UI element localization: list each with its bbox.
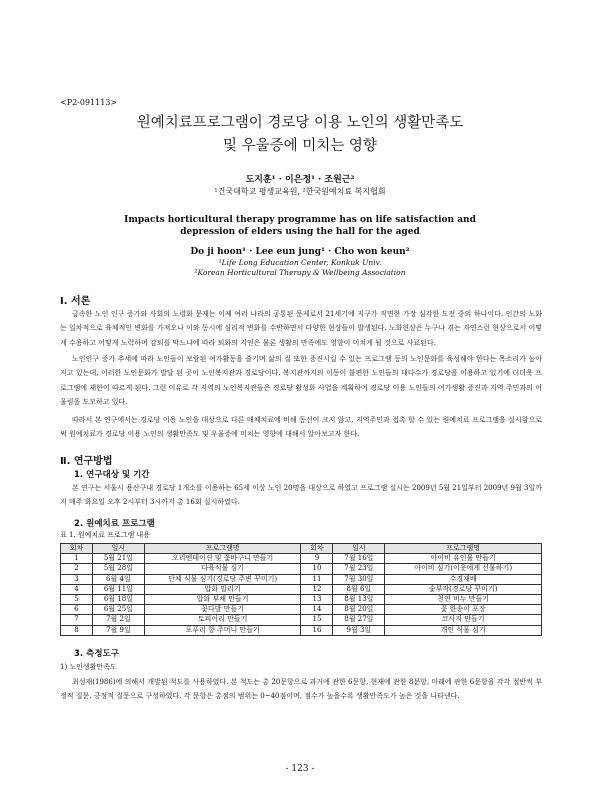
english-affiliation-1: ¹Life Long Education Center, Konkuk Univ. bbox=[218, 258, 382, 267]
table-row bbox=[61, 615, 542, 625]
table-cell: 단체 식물 심기(경로당 주변 꾸미기) bbox=[144, 574, 301, 584]
table-cell: 6월 4일 bbox=[92, 574, 144, 584]
subsection-1-heading: 1. 연구대상 및 기간 bbox=[74, 470, 150, 480]
table-cell: 오리엔테이션 및 꽃바구니 만들기 bbox=[144, 554, 301, 564]
table-cell: 7 bbox=[61, 615, 93, 625]
table-cell: 코사지 만들기 bbox=[385, 615, 542, 625]
table-cell: 꽃 한송이 포장 bbox=[385, 605, 542, 615]
table-cell: 압화 말리기 bbox=[144, 584, 301, 594]
table-cell: 5월 28일 bbox=[92, 564, 144, 574]
table-header-row bbox=[61, 544, 542, 554]
header-date-2: 일시 bbox=[333, 544, 385, 554]
table-cell: 아이비 유인물 만들기 bbox=[385, 554, 542, 564]
table-cell: 3 bbox=[61, 574, 93, 584]
table-row bbox=[61, 584, 542, 594]
table-cell: 아이비 심기(이웃에게 선물하기) bbox=[385, 564, 542, 574]
header-program-2: 프로그램명 bbox=[385, 544, 542, 554]
korean-title-line-1: 원예치료프로그램이 경로당 이용 노인의 생활만족도 bbox=[136, 115, 464, 131]
table-cell: 6 bbox=[61, 605, 93, 615]
subsection-3-text: 최성재(1986)에 의해서 개발된 척도를 사용하였다. 본 척도는 총 20문항으로 과거에 관한 6문항, 현재에 관한 8문항, 미래에 관한 6문항을 각각 절반씩 부정적 질문, 긍정적 질문으로 구성하였다. 각 문항은 총점의 범위는 0~40점이며, 점수가 높을수록 생활만족도가 높은 것을 나타낸다. bbox=[60, 678, 542, 701]
table-cell: 12 bbox=[301, 584, 333, 594]
table-cell: 5 bbox=[61, 594, 93, 604]
table-cell: 11 bbox=[301, 574, 333, 584]
table-cell: 7월 23일 bbox=[333, 564, 385, 574]
section-2-heading: Ⅱ. 연구방법 bbox=[60, 456, 113, 467]
table-cell: 5월 21일 bbox=[92, 554, 144, 564]
table-cell: 8월 20일 bbox=[333, 605, 385, 615]
header-session-1: 회차 bbox=[61, 544, 93, 554]
table-cell: 꽃다발 만들기 bbox=[144, 605, 301, 615]
english-affiliations bbox=[0, 258, 600, 278]
paper-code: <P2-091113> bbox=[60, 98, 118, 107]
table-row bbox=[61, 594, 542, 604]
section-1-heading: Ⅰ. 서론 bbox=[60, 296, 91, 307]
table-cell: 14 bbox=[301, 605, 333, 615]
korean-title-line-2: 및 우울증에 미치는 영향 bbox=[223, 138, 377, 154]
table-cell: 7월 30일 bbox=[333, 574, 385, 584]
table-caption: 표 1. 원예치료 프로그램 내용 bbox=[60, 531, 150, 539]
table-cell: 6월 11일 bbox=[92, 584, 144, 594]
table-cell: 7월 2일 bbox=[92, 615, 144, 625]
english-affiliation-2: ²Korean Horticultural Therapy & Wellbeing Association bbox=[194, 268, 406, 277]
table-cell: 4 bbox=[61, 584, 93, 594]
table-row bbox=[61, 574, 542, 584]
header-program-1: 프로그램명 bbox=[144, 544, 301, 554]
subsection-3-heading: 3. 측정도구 bbox=[74, 649, 119, 659]
table-cell: 8월 6일 bbox=[333, 584, 385, 594]
table-cell: 13 bbox=[301, 594, 333, 604]
intro-paragraph-3: 따라서 본 연구에서는 경로당 이용 노인을 대상으로 다른 매체치료에 비해 동선이 크지 않고, 지역주민과 접촉 할 수 있는 원예치료 프로그램을 실시함으로써 원예치료가 경로당 이용 노인의 생활만족도 및 우울증에 미치는 영향에 대해서 알아보고자 한다. bbox=[60, 416, 542, 439]
table-cell: 15 bbox=[301, 615, 333, 625]
table-cell: 토피어리 만들기 bbox=[144, 615, 301, 625]
table-cell: 7월 9일 bbox=[92, 625, 144, 635]
table-cell: 천연 비누 만들기 bbox=[385, 594, 542, 604]
table-cell: 8월 27일 bbox=[333, 615, 385, 625]
english-authors: Do ji hoon¹ · Lee eun jung¹ · Cho won keun² bbox=[190, 247, 410, 257]
table-row bbox=[61, 554, 542, 564]
table-cell: 포푸리 향 주머니 만들기 bbox=[144, 625, 301, 635]
program-table bbox=[60, 543, 542, 636]
table-cell: 16 bbox=[301, 625, 333, 635]
table-cell: 숯부작(경로당 꾸미기) bbox=[385, 584, 542, 594]
table-cell: 9 bbox=[301, 554, 333, 564]
intro-paragraph-1: 급속한 노인 인구 증가와 사회의 노령화 문제는 이제 여러 나라의 공통된 문제로서 21세기에 지구가 직면한 가장 심각한 도전 중의 하나이다. 인간의 노화는 일차적으로 육체적인 변화를 가져오나 이와 동시에 심리적 변화를 수반하면서 다양한 현상들이 발생된다. 노화현상은 누구나 겪는 자연스런 현상으로서 어떻게 수용하고 어떻게 노력하며 감퇴를 막느냐에 따라 퇴화의 지연은 물론 생활의 만족에도 영향이 미치게 될 것으로 사료된다. bbox=[60, 310, 542, 347]
table-cell: 2 bbox=[61, 564, 93, 574]
table-cell: 개인 식물 심기 bbox=[385, 625, 542, 635]
subsection-3-item: 1) 노인생활만족도 bbox=[60, 663, 117, 671]
header-date-1: 일시 bbox=[92, 544, 144, 554]
korean-affiliations: ¹건국대학교 평생교육원, ²한국원예치료 복지협회 bbox=[214, 187, 386, 196]
table-row bbox=[61, 564, 542, 574]
table-cell: 수경재배 bbox=[385, 574, 542, 584]
table-cell: 8 bbox=[61, 625, 93, 635]
table-row bbox=[61, 605, 542, 615]
table-cell: 다육식물 심기 bbox=[144, 564, 301, 574]
table-cell: 7월 16일 bbox=[333, 554, 385, 564]
page-number: - 123 - bbox=[285, 764, 315, 774]
table-cell: 6월 18일 bbox=[92, 594, 144, 604]
table-cell: 9월 3일 bbox=[333, 625, 385, 635]
table-cell: 1 bbox=[61, 554, 93, 564]
table-cell: 10 bbox=[301, 564, 333, 574]
header-session-2: 회차 bbox=[301, 544, 333, 554]
subsection-1-text: 본 연구는 서울시 용산구내 경로당 1개소를 이용하는 65세 이상 노인 20명을 대상으로 하였고 프로그램 실시는 2009년 5월 21일부터 2009년 9월 3일까지 매주 화요일 오후 2시부터 3시까지 총 16회 실시하였다. bbox=[60, 484, 542, 507]
intro-paragraph-2: 노인인구 증가 추세에 따라 노인들이 보람된 여가활동을 즐기며 삶의 질 또한 증진시킬 수 있는 프로그램 등의 노인문화를 육성해야 한다는 목소리가 높아지고 있는데, 이러한 노인문화가 발달 된 곳이 노인복지관과 경로당이다. 복지관까지의 이동이 불편한 노인들의 대다수가 경로당을 이용하고 있기에 더더욱 프로그램에 제한이 따르게 된다. 그런 이유로 각 지역의 노인복지관들은 경로당 활성화 사업을 계획하여 경로당 이용 노인들의 여가생활 증진과 지역 주민과의 어울림을 도모하고 있다. bbox=[60, 355, 542, 406]
table-cell: 8월 13일 bbox=[333, 594, 385, 604]
table-cell: 6월 25일 bbox=[92, 605, 144, 615]
korean-authors: 도지훈¹ · 이은정¹ · 조원근² bbox=[245, 175, 355, 185]
table-cell: 압화 부채 만들기 bbox=[144, 594, 301, 604]
subsection-2-heading: 2. 원예치료 프로그램 bbox=[74, 519, 155, 529]
english-title: Impacts horticultural therapy programme has on life satisfaction and depression of elders using the hall for the aged bbox=[124, 215, 476, 237]
table-row bbox=[61, 625, 542, 635]
